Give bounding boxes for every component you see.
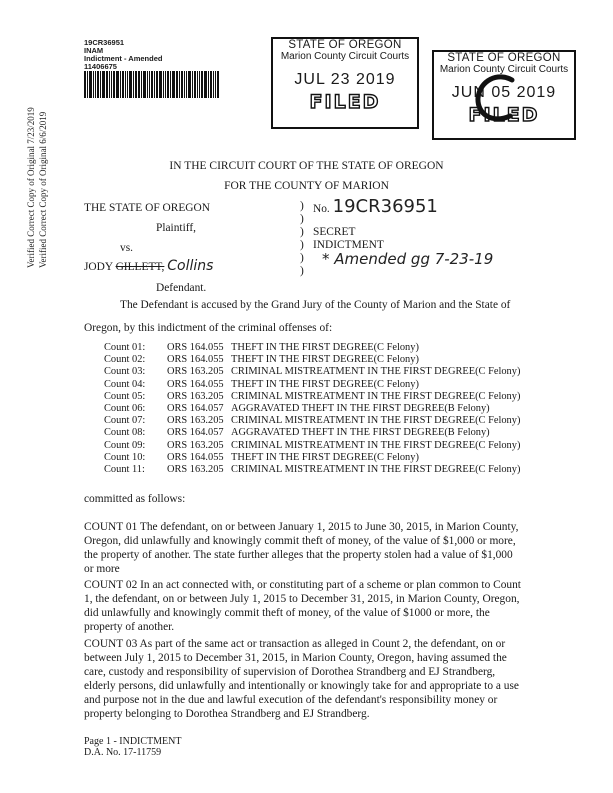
paragraph-line: Oregon, did unlawfully and knowingly commit theft of money, of the value of $1,000 or more, xyxy=(84,535,516,547)
count-statute: ORS 163.205 xyxy=(167,415,224,427)
barcode-bar xyxy=(89,71,92,98)
count-number: Count 05: xyxy=(104,390,146,402)
paragraph-line: property of another. xyxy=(84,621,175,633)
stamp-court: Marion County Circuit Courts xyxy=(280,51,410,62)
barcode-bar xyxy=(217,71,219,98)
barcode-bar xyxy=(201,71,203,98)
count-statute: ORS 163.205 xyxy=(167,366,224,378)
count-row xyxy=(104,391,520,403)
barcode-bar xyxy=(213,71,214,98)
barcode-bar xyxy=(102,71,105,98)
barcode-bar xyxy=(170,71,171,98)
barcode xyxy=(84,71,224,98)
count-description: THEFT IN THE FIRST DEGREE(C Felony) xyxy=(231,342,419,353)
count-number: Count 04: xyxy=(104,378,146,390)
count-statute: ORS 163.205 xyxy=(167,390,224,402)
barcode-bar xyxy=(156,71,158,98)
defendant-first-name: JODY xyxy=(84,261,113,273)
count-statute: ORS 164.057 xyxy=(167,427,224,439)
barcode-bar xyxy=(167,71,169,98)
stamp-date: JUL 23 2019 xyxy=(294,71,396,88)
case-label xyxy=(84,39,224,98)
plaintiff-name: THE STATE OF OREGON xyxy=(84,202,210,214)
count-01-paragraph xyxy=(84,520,518,576)
stamp-date: JUN 05 2019 xyxy=(451,84,557,101)
barcode-bar xyxy=(125,71,126,98)
count-description: THEFT IN THE FIRST DEGREE(C Felony) xyxy=(231,451,419,463)
count-row xyxy=(104,415,520,427)
count-row xyxy=(104,440,520,452)
count-number: Count 01: xyxy=(104,342,146,353)
paragraph-line: and purpose not in the due and lawful execution of the defendant's responsibility money or xyxy=(84,694,498,706)
barcode-bar xyxy=(129,71,132,98)
barcode-bar xyxy=(204,71,207,98)
paragraph-line: the property of another. The state further alleges that the property stolen had a value of $1,000 xyxy=(84,549,513,561)
count-description: CRIMINAL MISTREATMENT IN THE FIRST DEGREE(C Felony) xyxy=(231,366,521,378)
barcode-bar xyxy=(165,71,166,98)
footer-page: Page 1 - INDICTMENT xyxy=(84,736,182,747)
paragraph-line: did unlawfully and knowingly commit theft of money, of the value of $1000 or more, the xyxy=(84,607,490,619)
count-description: AGGRAVATED THEFT IN THE FIRST DEGREE(B Felony) xyxy=(231,427,490,439)
defendant-role: Defendant. xyxy=(156,282,207,294)
defendant-name xyxy=(84,259,213,274)
barcode-bar xyxy=(179,71,180,98)
count-statute: ORS 164.055 xyxy=(167,378,224,390)
stamp-state: STATE OF OREGON xyxy=(288,39,402,51)
count-description: CRIMINAL MISTREATMENT IN THE FIRST DEGREE(C Felony) xyxy=(231,439,521,451)
barcode-bar xyxy=(109,71,110,98)
label-case-number: 19CR36951 xyxy=(84,38,125,47)
bracket: ) xyxy=(300,226,304,238)
count-row xyxy=(104,427,520,439)
court-heading-line1: IN THE CIRCUIT COURT OF THE STATE OF OREGON xyxy=(169,160,444,172)
barcode-bar xyxy=(127,71,128,98)
barcode-bar xyxy=(184,71,185,98)
case-number-label: No. xyxy=(313,203,330,215)
side-note-1: Verified Correct Copy of Original 7/23/2019 xyxy=(26,107,36,268)
footer-da-number: D.A. No. 17-11759 xyxy=(84,747,162,758)
count-number: Count 06: xyxy=(104,403,146,415)
committed-as-follows: committed as follows: xyxy=(84,493,186,505)
versus: vs. xyxy=(120,242,133,254)
case-number-handwritten: 19CR36951 xyxy=(332,196,438,217)
barcode-bar xyxy=(181,71,183,98)
count-number: Count 11: xyxy=(104,464,145,476)
stamp-court: Marion County Circuit Courts xyxy=(439,64,569,75)
indictment-type-2: INDICTMENT xyxy=(313,239,384,251)
count-statute: ORS 164.055 xyxy=(167,354,224,366)
paragraph-line: elderly persons, did unlawfully and intentionally or knowingly take for and appropriate to a use xyxy=(84,680,519,692)
paragraph-line: property belonging to Dorothea Strandberg and EJ Strandberg. xyxy=(84,708,370,720)
count-statute: ORS 163.205 xyxy=(167,439,224,451)
amended-annotation: * Amended gg 7-23-19 xyxy=(322,250,494,268)
paragraph-line: COUNT 01 The defendant, on or between January 1, 2015 to June 30, 2015, in Marion County, xyxy=(84,521,519,533)
count-02-paragraph xyxy=(84,578,521,634)
count-description: CRIMINAL MISTREATMENT IN THE FIRST DEGREE(C Felony) xyxy=(231,464,521,476)
barcode-bar xyxy=(147,71,148,98)
counts-list xyxy=(104,342,520,476)
count-number: Count 07: xyxy=(104,415,146,427)
barcode-bar xyxy=(197,71,198,98)
paragraph-line: between July 1, 2015 to December 31, 2015, in Marion County, Oregon, having assumed the xyxy=(84,652,507,664)
count-row xyxy=(104,379,520,391)
stamp-state: STATE OF OREGON xyxy=(447,52,561,64)
count-description: CRIMINAL MISTREATMENT IN THE FIRST DEGREE(C Felony) xyxy=(231,415,521,427)
barcode-bar xyxy=(159,71,162,98)
plaintiff-role: Plaintiff, xyxy=(156,222,196,234)
count-statute: ORS 164.057 xyxy=(167,403,224,415)
barcode-bar xyxy=(138,71,140,98)
barcode-bar xyxy=(151,71,153,98)
barcode-bar xyxy=(93,71,94,98)
bracket: ) xyxy=(300,213,304,225)
label-barcode-number: 11406675 xyxy=(84,62,117,71)
barcode-bar xyxy=(172,71,175,98)
count-03-paragraph xyxy=(84,637,519,721)
barcode-bar xyxy=(149,71,150,98)
bracket: ) xyxy=(300,200,304,212)
court-heading-line2: FOR THE COUNTY OF MARION xyxy=(224,180,389,192)
label-party: INAM xyxy=(84,46,104,55)
barcode-bar xyxy=(199,71,200,98)
caption-brackets xyxy=(300,200,304,278)
side-note-2: Verified Correct Copy of Original 6/6/2019 xyxy=(38,111,48,268)
paragraph-line: or more xyxy=(84,563,120,575)
barcode-bar xyxy=(194,71,196,98)
barcode-bar xyxy=(154,71,155,98)
barcode-bar xyxy=(95,71,96,98)
bracket: ) xyxy=(300,239,304,251)
intro-line-2: Oregon, by this indictment of the criminal offenses of: xyxy=(84,322,333,334)
barcode-bar xyxy=(143,71,146,98)
filed-stamp-july xyxy=(271,37,419,129)
barcode-bar xyxy=(116,71,119,98)
count-number: Count 10: xyxy=(104,451,146,463)
count-statute: ORS 163.205 xyxy=(167,464,224,476)
barcode-bar xyxy=(113,71,115,98)
count-statute: ORS 164.055 xyxy=(167,342,224,353)
label-doc-type: Indictment - Amended xyxy=(84,54,163,63)
defendant-struck-name: GILLETT, xyxy=(115,261,165,273)
barcode-bar xyxy=(87,71,88,98)
barcode-bar xyxy=(135,71,137,98)
paragraph-line: care, custody and responsibility of supervision of Dorothea Strandberg and EJ Strandberg, xyxy=(84,666,496,678)
count-number: Count 03: xyxy=(104,366,146,378)
defendant-handwritten-name: Collins xyxy=(167,258,214,274)
bracket: ) xyxy=(300,265,304,277)
stamp-filed-word: FILED xyxy=(468,104,540,126)
barcode-bar xyxy=(111,71,112,98)
count-number: Count 02: xyxy=(104,354,146,366)
barcode-bar xyxy=(176,71,178,98)
count-row xyxy=(104,342,520,354)
barcode-bar xyxy=(188,71,191,98)
bracket: ) xyxy=(300,252,304,264)
paragraph-line: COUNT 02 In an act connected with, or constituting part of a scheme or plan common to Count xyxy=(84,579,521,591)
barcode-bar xyxy=(100,71,101,98)
page-footer xyxy=(84,736,181,758)
count-row xyxy=(104,452,520,464)
handwritten-c-mark xyxy=(468,70,528,130)
count-description: THEFT IN THE FIRST DEGREE(C Felony) xyxy=(231,378,419,390)
barcode-bar xyxy=(141,71,142,98)
count-row xyxy=(104,366,520,378)
paragraph-line: COUNT 03 As part of the same act or transaction as alleged in Count 2, the defendant, on or xyxy=(84,638,506,650)
count-description: CRIMINAL MISTREATMENT IN THE FIRST DEGREE(C Felony) xyxy=(231,390,521,402)
paragraph-line: 1, the defendant, on or between July 1, 2015 to December 31, 2015, in Marion County, Oregon, xyxy=(84,593,520,605)
barcode-bar xyxy=(208,71,209,98)
count-row xyxy=(104,354,520,366)
count-description: AGGRAVATED THEFT IN THE FIRST DEGREE(B Felony) xyxy=(231,403,490,415)
barcode-bar xyxy=(192,71,193,98)
barcode-bar xyxy=(133,71,134,98)
barcode-bar xyxy=(210,71,212,98)
barcode-bar xyxy=(186,71,187,98)
count-statute: ORS 164.055 xyxy=(167,451,224,463)
indictment-type-1: SECRET xyxy=(313,226,356,238)
barcode-bar xyxy=(97,71,99,98)
barcode-bar xyxy=(106,71,108,98)
intro-line-1: The Defendant is accused by the Grand Jury of the County of Marion and the State of xyxy=(120,299,511,311)
barcode-bar xyxy=(215,71,216,98)
count-number: Count 09: xyxy=(104,439,146,451)
count-description: THEFT IN THE FIRST DEGREE(C Felony) xyxy=(231,354,419,366)
stamp-filed-word: FILED xyxy=(309,91,381,113)
barcode-bar xyxy=(163,71,164,98)
barcode-bar xyxy=(122,71,124,98)
barcode-bar xyxy=(84,71,86,98)
barcode-bar xyxy=(120,71,121,98)
count-row xyxy=(104,464,520,476)
count-row xyxy=(104,403,520,415)
case-number-row xyxy=(313,196,438,217)
count-number: Count 08: xyxy=(104,427,146,439)
